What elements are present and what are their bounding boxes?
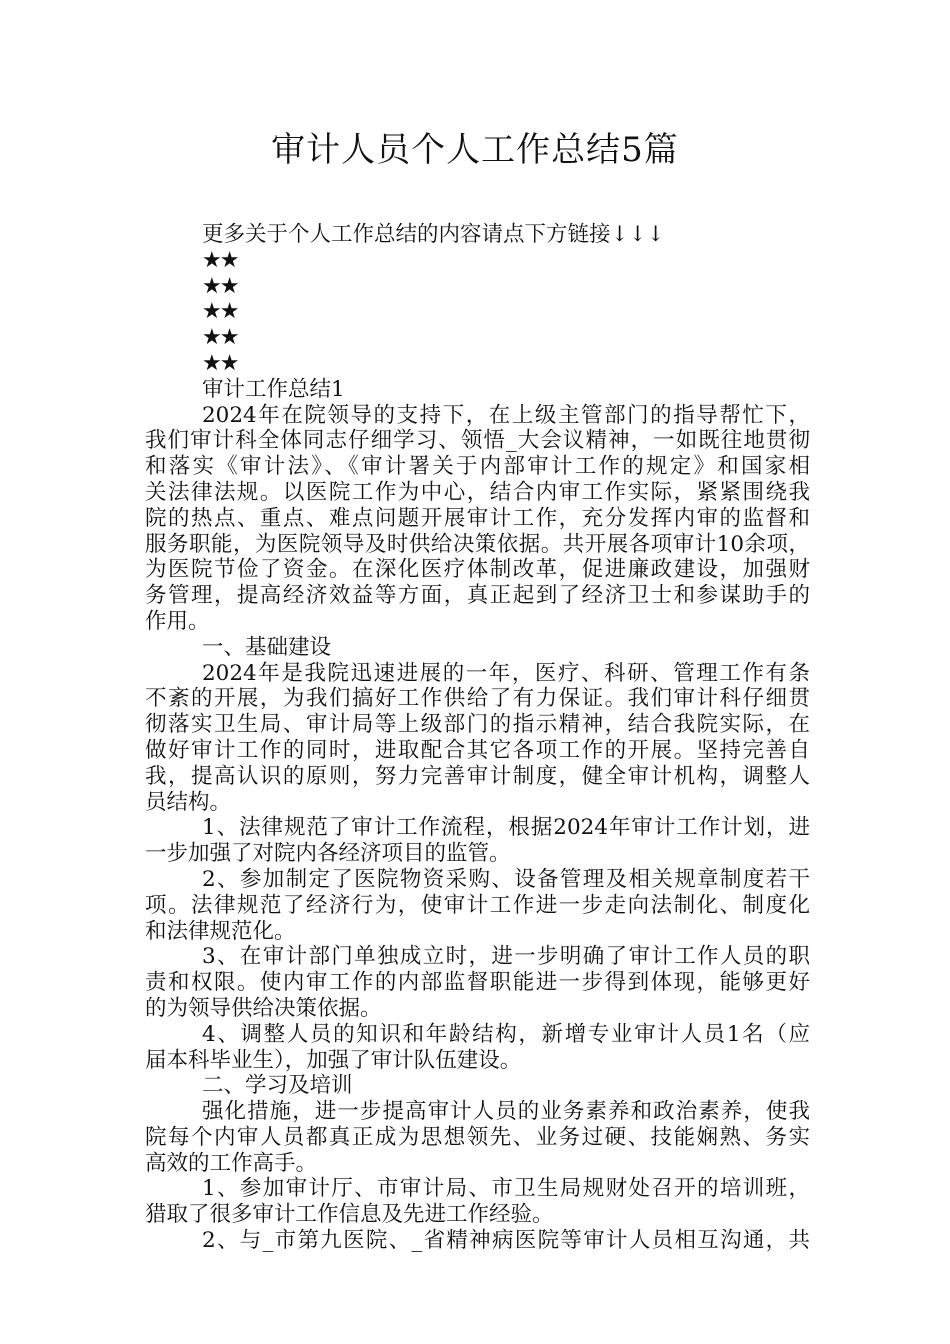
text-line: 强化措施，进一步提高审计人员的业务素养和政治素养，使我 xyxy=(202,1099,810,1125)
document-title: 审计人员个人工作总结5篇 xyxy=(271,130,679,170)
text-line: 和落实《审计法》、《审计署关于内部审计工作的规定》和国家相 xyxy=(145,454,810,480)
text-line: 服务职能，为医院领导及时供给决策依据。共开展各项审计10余项， xyxy=(145,531,810,557)
more-content-link[interactable]: 更多关于个人工作总结的内容请点下方链接↓↓↓ xyxy=(202,222,665,247)
text-line: 彻落实卫生局、审计局等上级部门的指示精神，结合我院实际，在 xyxy=(145,712,810,738)
text-line: 项。法律规范了经济行为，使审计工作进一步走向法制化、制度化 xyxy=(145,892,810,918)
star-row: ★★ xyxy=(202,299,238,325)
star-row: ★★ xyxy=(202,247,238,273)
text-line: 的为领导供给决策依据。 xyxy=(145,995,382,1021)
text-line: 一步加强了对院内各经济项目的监管。 xyxy=(145,841,511,867)
text-line: 2024年是我院迅速进展的一年，医疗、科研、管理工作有条 xyxy=(202,660,810,686)
text-line: 一、基础建设 xyxy=(202,634,332,660)
text-line: 2024年在院领导的支持下，在上级主管部门的指导帮忙下， xyxy=(202,402,810,428)
text-line: 2、参加制定了医院物资采购、设备管理及相关规章制度若干 xyxy=(202,866,810,892)
text-line: 1、法律规范了审计工作流程，根据2024年审计工作计划，进 xyxy=(202,815,810,841)
text-line: 务管理，提高经济效益等方面，真正起到了经济卫士和参谋助手的 xyxy=(145,583,810,609)
text-line: 2、与_市第九医院、_省精神病医院等审计人员相互沟通，共 xyxy=(202,1228,810,1254)
text-line: 作用。 xyxy=(145,608,210,634)
star-row: ★★ xyxy=(202,350,238,376)
text-line: 院每个内审人员都真正成为思想领先、业务过硬、技能娴熟、务实 xyxy=(145,1124,810,1150)
text-line: 二、学习及培训 xyxy=(202,1073,353,1099)
text-line: 为医院节俭了资金。在深化医疗体制改革，促进廉政建设，加强财 xyxy=(145,557,810,583)
text-line: 3、在审计部门单独成立时，进一步明确了审计工作人员的职 xyxy=(202,944,810,970)
text-line: 1、参加审计厅、市审计局、市卫生局规财处召开的培训班， xyxy=(202,1176,810,1202)
star-row: ★★ xyxy=(202,325,238,351)
text-line: 猎取了很多审计工作信息及先进工作经验。 xyxy=(145,1202,554,1228)
text-line: 和法律规范化。 xyxy=(145,918,296,944)
text-line: 关法律法规。以医院工作为中心，结合内审工作实际，紧紧围绕我 xyxy=(145,479,810,505)
summary-text xyxy=(145,403,810,1254)
text-line: 我们审计科全体同志仔细学习、领悟_大会议精神，一如既往地贯彻 xyxy=(145,428,810,454)
text-line: 责和权限。使内审工作的内部监督职能进一步得到体现，能够更好 xyxy=(145,970,810,996)
section-heading: 审计工作总结1 xyxy=(202,376,345,402)
star-row: ★★ xyxy=(202,273,238,299)
text-line: 做好审计工作的同时，进取配合其它各项工作的开展。坚持完善自 xyxy=(145,737,810,763)
text-line: 员结构。 xyxy=(145,789,232,815)
text-line: 4、调整人员的知识和年龄结构，新增专业审计人员1名（应 xyxy=(202,1021,810,1047)
text-line: 院的热点、重点、难点问题开展审计工作，充分发挥内审的监督和 xyxy=(145,505,810,531)
document-body xyxy=(145,222,810,1254)
text-line: 届本科毕业生），加强了审计队伍建设。 xyxy=(145,1047,522,1073)
text-line: 我，提高认识的原则，努力完善审计制度，健全审计机构，调整人 xyxy=(145,763,810,789)
text-line: 高效的工作高手。 xyxy=(145,1150,318,1176)
text-line: 不紊的开展，为我们搞好工作供给了有力保证。我们审计科仔细贯 xyxy=(145,686,810,712)
